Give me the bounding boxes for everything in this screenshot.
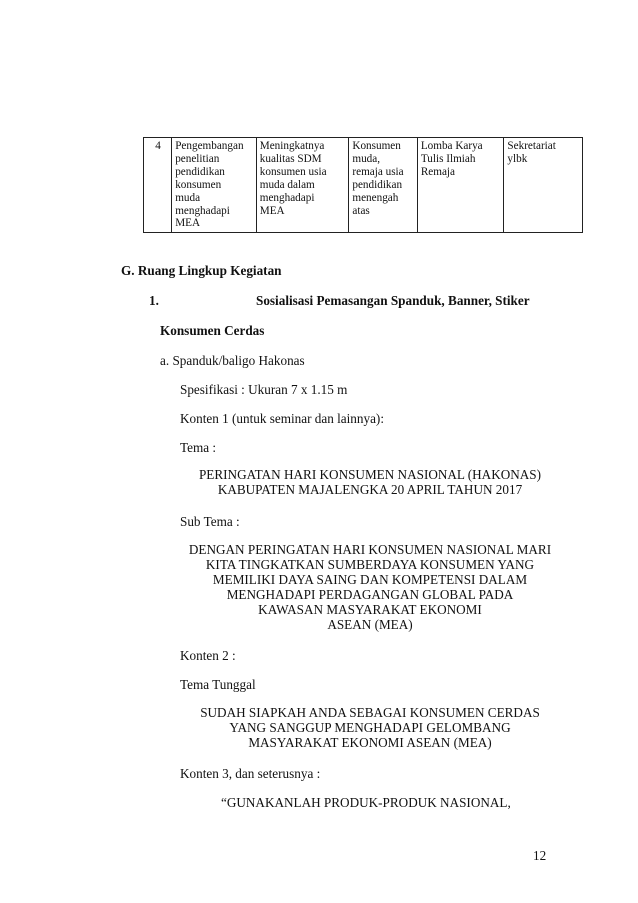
text-line: menengah bbox=[352, 191, 399, 204]
subtheme-text bbox=[180, 542, 560, 632]
text-line: Konsumen bbox=[352, 140, 401, 152]
text-line: menghadapi bbox=[175, 204, 230, 217]
row-number: 4 bbox=[144, 138, 172, 233]
text-line: penelitian bbox=[175, 152, 220, 165]
text-line: Meningkatnya bbox=[259, 140, 325, 152]
text-line: atas bbox=[352, 204, 370, 217]
text-line: remaja usia bbox=[352, 165, 404, 178]
activity-table bbox=[143, 137, 583, 233]
quote-text: “GUNAKANLAH PRODUK-PRODUK NASIONAL, bbox=[221, 795, 511, 810]
content-3-label: Konten 3, dan seterusnya : bbox=[180, 766, 321, 781]
text-line: muda dalam bbox=[259, 178, 315, 191]
content-1-label: Konten 1 (untuk seminar dan lainnya): bbox=[180, 411, 384, 426]
page-number: 12 bbox=[533, 848, 547, 863]
text-line: Lomba Karya bbox=[420, 140, 483, 152]
item-title: Sosialisasi Pemasangan Spanduk, Banner, Stiker bbox=[256, 293, 530, 308]
table-cell-target bbox=[349, 138, 417, 233]
text-line: muda bbox=[175, 191, 201, 204]
text-line: muda, bbox=[352, 152, 381, 165]
text-line: MENGHADAPI PERDAGANGAN GLOBAL PADA bbox=[226, 587, 514, 602]
text-line: Sekretariat bbox=[507, 140, 556, 152]
subtheme-label: Sub Tema : bbox=[180, 514, 240, 529]
text-line: PERINGATAN HARI KONSUMEN NASIONAL (HAKONAS) bbox=[198, 467, 542, 482]
text-line: MEA bbox=[175, 217, 201, 230]
text-line: MEMILIKI DAYA SAING DAN KOMPETENSI DALAM bbox=[212, 572, 528, 587]
text-line: MASYARAKAT EKONOMI ASEAN (MEA) bbox=[248, 735, 492, 750]
text-line: konsumen bbox=[175, 178, 222, 191]
text-line: menghadapi bbox=[259, 191, 315, 204]
text-line: KITA TINGKATKAN SUMBERDAYA KONSUMEN YANG bbox=[205, 557, 535, 572]
text-line: KABUPATEN MAJALENGKA 20 APRIL TAHUN 2017 bbox=[217, 482, 523, 497]
table-cell-program bbox=[417, 138, 504, 233]
theme-text bbox=[180, 467, 560, 497]
text-line: DENGAN PERINGATAN HARI KONSUMEN NASIONAL MARI bbox=[188, 542, 552, 557]
text-line: YANG SANGGUP MENGHADAPI GELOMBANG bbox=[229, 720, 511, 735]
sub-item-a: a. Spanduk/baligo Hakonas bbox=[160, 353, 305, 368]
text-line: pendidikan bbox=[175, 165, 225, 178]
item-number: 1. bbox=[149, 293, 159, 308]
table-cell-place bbox=[504, 138, 583, 233]
text-line: konsumen usia bbox=[259, 165, 327, 178]
single-theme-label: Tema Tunggal bbox=[180, 677, 256, 692]
table-cell-activity bbox=[172, 138, 257, 233]
specification: Spesifikasi : Ukuran 7 x 1.15 m bbox=[180, 382, 348, 397]
text-line: MEA bbox=[259, 204, 285, 217]
text-line: kualitas SDM bbox=[259, 152, 322, 165]
text-line: Tulis Ilmiah bbox=[420, 152, 476, 165]
text-line: Remaja bbox=[420, 165, 455, 178]
text-line: KAWASAN MASYARAKAT EKONOMI bbox=[258, 602, 482, 617]
section-heading: G. Ruang Lingkup Kegiatan bbox=[121, 263, 282, 278]
text-line: pendidikan bbox=[352, 178, 403, 191]
table-row bbox=[144, 138, 583, 233]
item-title-continued: Konsumen Cerdas bbox=[160, 323, 265, 338]
single-theme-text bbox=[180, 705, 560, 750]
text-line: ylbk bbox=[507, 152, 528, 165]
table-cell-goal bbox=[256, 138, 349, 233]
text-line: ASEAN (MEA) bbox=[327, 617, 413, 632]
text-line: SUDAH SIAPKAH ANDA SEBAGAI KONSUMEN CERDAS bbox=[200, 705, 540, 720]
text-line: Pengembangan bbox=[175, 140, 244, 152]
content-2-label: Konten 2 : bbox=[180, 648, 236, 663]
theme-label: Tema : bbox=[180, 440, 217, 455]
